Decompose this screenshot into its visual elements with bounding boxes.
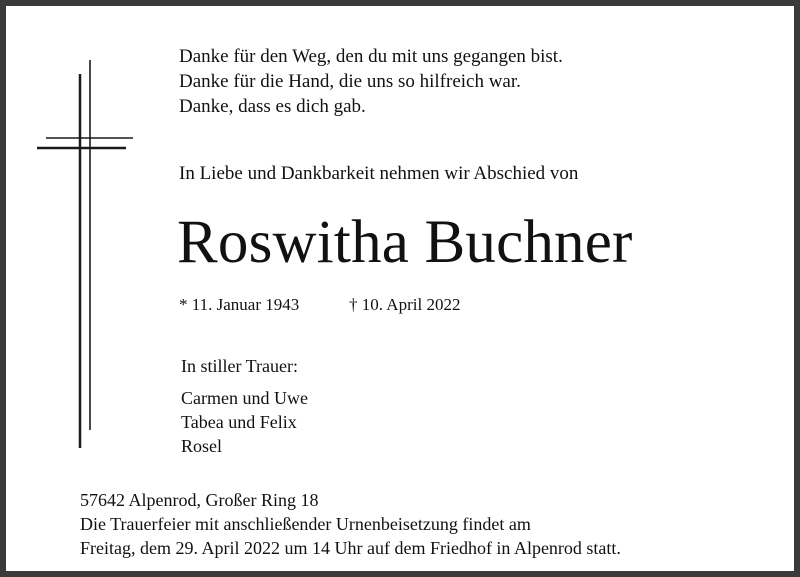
poem-line: Danke für die Hand, die uns so hilfreich war. [179,71,521,92]
deceased-name: Roswitha Buchner [177,209,633,276]
address: 57642 Alpenrod, Großer Ring 18 [80,490,319,510]
birth-date: * 11. Januar 1943 [179,295,300,314]
mourners-heading: In stiller Trauer: [181,356,298,376]
mourners-section [181,354,531,458]
farewell-intro: In Liebe und Dankbarkeit nehmen wir Abschied von [179,163,579,184]
ceremony-info-line: Die Trauerfeier mit anschließender Urnenbeisetzung findet am [80,514,531,534]
death-date: † 10. April 2022 [349,295,461,314]
mourner-name: Tabea und Felix [181,412,297,432]
poem [179,44,739,119]
poem-line: Danke für den Weg, den du mit uns gegangen bist. [179,46,563,67]
cross-icon [34,60,138,452]
life-dates [179,293,699,317]
mourner-name: Rosel [181,436,223,456]
footer-info [80,488,770,560]
mourner-name: Carmen und Uwe [181,388,308,408]
poem-line: Danke, dass es dich gab. [179,96,366,117]
ceremony-info-line: Freitag, dem 29. April 2022 um 14 Uhr auf dem Friedhof in Alpenrod statt. [80,538,621,558]
mourners-list [181,386,531,458]
